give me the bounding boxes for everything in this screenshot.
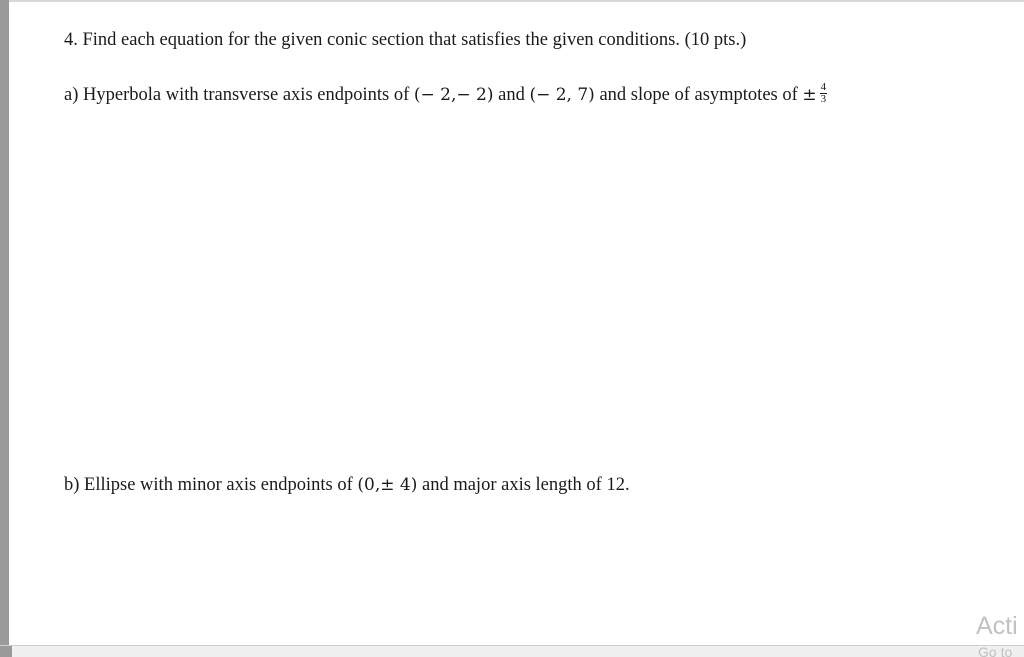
- part-b-question: [64, 474, 630, 496]
- bottom-scroll-area: [0, 645, 1024, 657]
- plus-minus-sign: ±: [802, 85, 817, 105]
- slope-fraction: [820, 82, 828, 105]
- part-a-question: [64, 81, 827, 107]
- top-border: [0, 0, 1024, 2]
- part-a-label: a): [64, 85, 79, 105]
- fraction-numerator: 4: [820, 81, 827, 94]
- part-a-and: and: [493, 85, 530, 105]
- part-b-point: (0,± 4): [357, 475, 418, 495]
- part-a-point-2: (− 2, 7): [529, 85, 595, 105]
- part-a-point-1: (− 2,− 2): [413, 85, 494, 105]
- part-b-text-after: and major axis length of 12.: [417, 475, 630, 495]
- part-b-text-before: Ellipse with minor axis endpoints of: [79, 475, 358, 495]
- activation-watermark-subtext: Go to: [978, 644, 1013, 657]
- question-title: 4. Find each equation for the given conic section that satisfies the given conditions. (10 pts.): [64, 30, 747, 50]
- bottom-left-mark: [0, 646, 12, 657]
- part-a-text-before: Hyperbola with transverse axis endpoints of: [78, 85, 414, 105]
- fraction-denominator: 3: [820, 93, 827, 106]
- part-a-text-after: and slope of asymptotes of: [594, 85, 803, 105]
- activation-watermark: Acti: [976, 612, 1018, 640]
- part-b-label: b): [64, 475, 80, 495]
- left-edge-bar: [0, 0, 9, 657]
